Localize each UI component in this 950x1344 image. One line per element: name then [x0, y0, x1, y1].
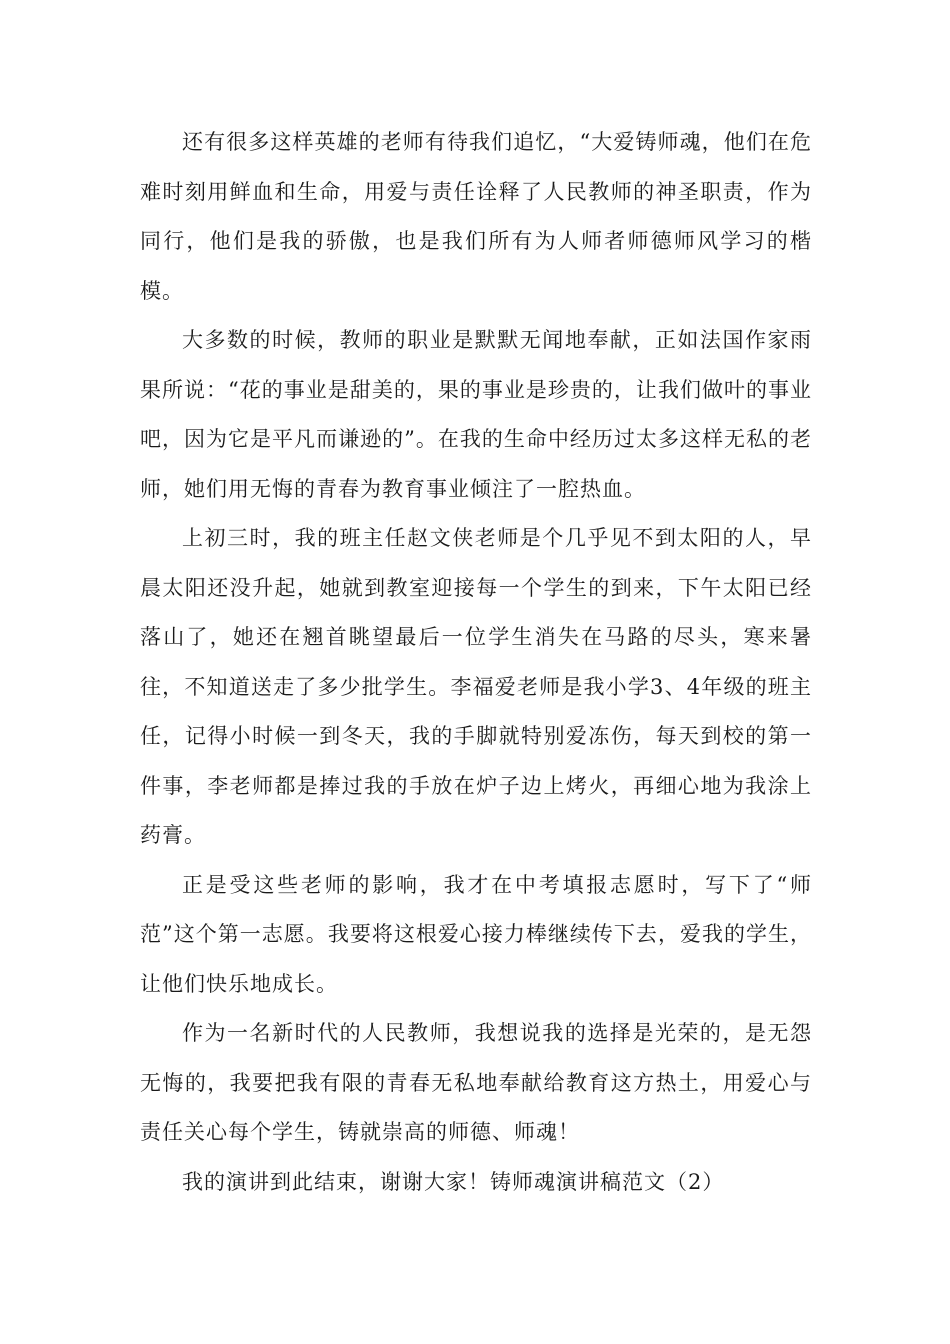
paragraph-6: 我的演讲到此结束，谢谢大家！铸师魂演讲稿范文（2）: [182, 1169, 725, 1194]
paragraph-3: 上初三时，我的班主任赵文侠老师是个几乎见不到太阳的人，早晨太阳还没升起，她就到教室迎接每一个学生的到来，下午太阳已经落山了，她还在翘首眺望最后一位学生消失在马路的尽头，寒来暑往，不知道送走了多少批学生。李福爱老师是我小学3、4年级的班主任，记得小时候一到冬天，我的手脚就特别爱冻伤，每天到校的第一件事，李老师都是捧过我的手放在炉子边上烤火，再细心地为我涂上药膏。: [140, 526, 812, 847]
paragraph-2: 大多数的时候，教师的职业是默默无闻地奉献，正如法国作家雨果所说：“花的事业是甜美的，果的事业是珍贵的，让我们做叶的事业吧，因为它是平凡而谦逊的”。在我的生命中经历过太多这样无私的老师，她们用无悔的青春为教育事业倾注了一腔热血。: [140, 328, 812, 501]
paragraph-4: 正是受这些老师的影响，我才在中考填报志愿时，写下了“师范”这个第一志愿。我要将这根爱心接力棒继续传下去，爱我的学生，让他们快乐地成长。: [140, 872, 812, 996]
document-body: [140, 118, 812, 1207]
paragraph-5: 作为一名新时代的人民教师，我想说我的选择是光荣的，是无怨无悔的，我要把我有限的青春无私地奉献给教育这方热土，用爱心与责任关心每个学生，铸就崇高的师德、师魂！: [140, 1021, 812, 1144]
paragraph-1: 还有很多这样英雄的老师有待我们追忆，“大爱铸师魂，他们在危难时刻用鲜血和生命，用爱与责任诠释了人民教师的神圣职责，作为同行，他们是我的骄傲，也是我们所有为人师者师德师风学习的楷模。: [140, 130, 812, 303]
